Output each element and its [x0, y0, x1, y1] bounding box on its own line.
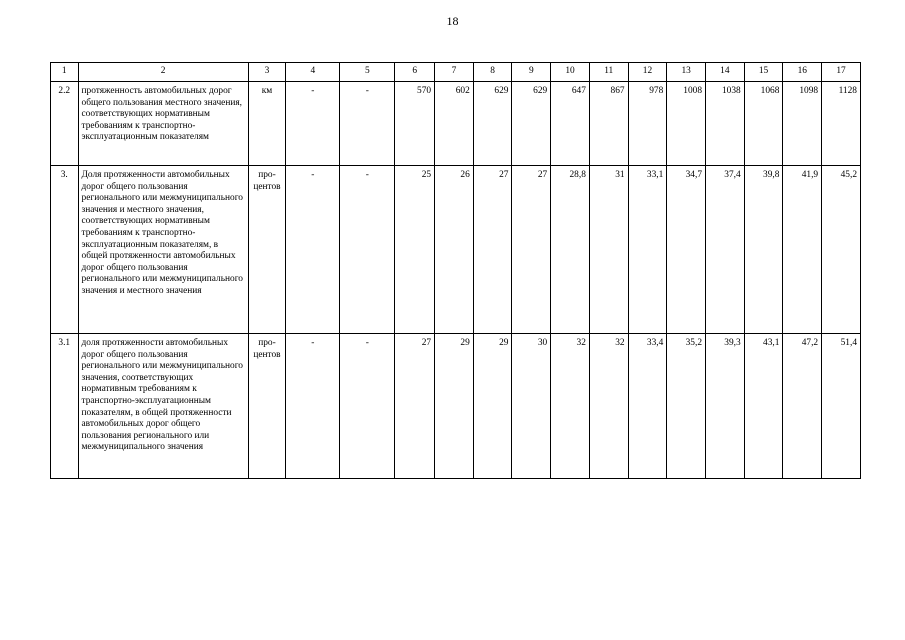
column-header: 1 — [51, 63, 79, 82]
value-cell: 39,3 — [706, 334, 745, 479]
row-number: 2.2 — [51, 82, 79, 166]
indicator-name: протяженность автомобильных дорог общего пользования местного значения, соответствующих нормативным требованиям к транспортно-эксплуатационным показателям — [78, 82, 248, 166]
value-cell: 629 — [473, 82, 512, 166]
value-cell: 39,8 — [744, 166, 783, 334]
value-cell: 43,1 — [744, 334, 783, 479]
page-number: 18 — [446, 14, 459, 28]
unit-cell: км — [248, 82, 286, 166]
value-cell: 41,9 — [783, 166, 822, 334]
column-5-cell: - — [340, 334, 395, 479]
column-header: 10 — [551, 63, 590, 82]
value-cell: 32 — [589, 334, 628, 479]
indicator-name: Доля протяженности автомобильных дорог общего пользования регионального или межмуниципального значения и местного значения, соответствующих нормативным требованиям к транспортно-эксплуатационным показателям, в общей протяженности автомобильных дорог общего пользования регионального или межмуниципального значения и местного значения — [78, 166, 248, 334]
column-header: 9 — [512, 63, 551, 82]
column-header: 13 — [667, 63, 706, 82]
column-header: 5 — [340, 63, 395, 82]
value-cell: 978 — [628, 82, 667, 166]
column-header: 2 — [78, 63, 248, 82]
column-header-row — [51, 63, 861, 82]
value-cell: 27 — [395, 334, 435, 479]
value-cell: 33,1 — [628, 166, 667, 334]
value-cell: 45,2 — [822, 166, 861, 334]
value-cell: 602 — [435, 82, 474, 166]
table-row — [51, 166, 861, 334]
column-header: 17 — [822, 63, 861, 82]
value-cell: 30 — [512, 334, 551, 479]
value-cell: 47,2 — [783, 334, 822, 479]
column-header: 12 — [628, 63, 667, 82]
value-cell: 31 — [589, 166, 628, 334]
column-header: 3 — [248, 63, 286, 82]
unit-cell: про-центов — [248, 166, 286, 334]
value-cell: 34,7 — [667, 166, 706, 334]
value-cell: 1068 — [744, 82, 783, 166]
unit-cell: про-центов — [248, 334, 286, 479]
value-cell: 35,2 — [667, 334, 706, 479]
value-cell: 629 — [512, 82, 551, 166]
value-cell: 27 — [473, 166, 512, 334]
value-cell: 26 — [435, 166, 474, 334]
column-header: 6 — [395, 63, 435, 82]
indicator-name: доля протяженности автомобильных дорог общего пользования регионального или межмуниципального значения, соответствующих нормативным требованиям к транспортно-эксплуатационным показателям, в общей протяженности автомобильных дорог общего пользования регионального или межмуниципального значения — [78, 334, 248, 479]
column-header: 11 — [589, 63, 628, 82]
value-cell: 33,4 — [628, 334, 667, 479]
value-cell: 867 — [589, 82, 628, 166]
value-cell: 1128 — [822, 82, 861, 166]
table-row — [51, 82, 861, 166]
value-cell: 25 — [395, 166, 435, 334]
row-number: 3.1 — [51, 334, 79, 479]
row-number: 3. — [51, 166, 79, 334]
column-5-cell: - — [340, 82, 395, 166]
value-cell: 647 — [551, 82, 590, 166]
column-4-cell: - — [286, 82, 340, 166]
value-cell: 570 — [395, 82, 435, 166]
column-header: 14 — [706, 63, 745, 82]
column-header: 15 — [744, 63, 783, 82]
value-cell: 1038 — [706, 82, 745, 166]
value-cell: 1008 — [667, 82, 706, 166]
column-header: 4 — [286, 63, 340, 82]
column-header: 8 — [473, 63, 512, 82]
column-4-cell: - — [286, 166, 340, 334]
value-cell: 32 — [551, 334, 590, 479]
indicator-table — [50, 62, 861, 479]
value-cell: 51,4 — [822, 334, 861, 479]
column-header: 7 — [435, 63, 474, 82]
column-5-cell: - — [340, 166, 395, 334]
value-cell: 29 — [473, 334, 512, 479]
value-cell: 1098 — [783, 82, 822, 166]
column-4-cell: - — [286, 334, 340, 479]
value-cell: 27 — [512, 166, 551, 334]
table-row — [51, 334, 861, 479]
value-cell: 28,8 — [551, 166, 590, 334]
value-cell: 29 — [435, 334, 474, 479]
value-cell: 37,4 — [706, 166, 745, 334]
column-header: 16 — [783, 63, 822, 82]
